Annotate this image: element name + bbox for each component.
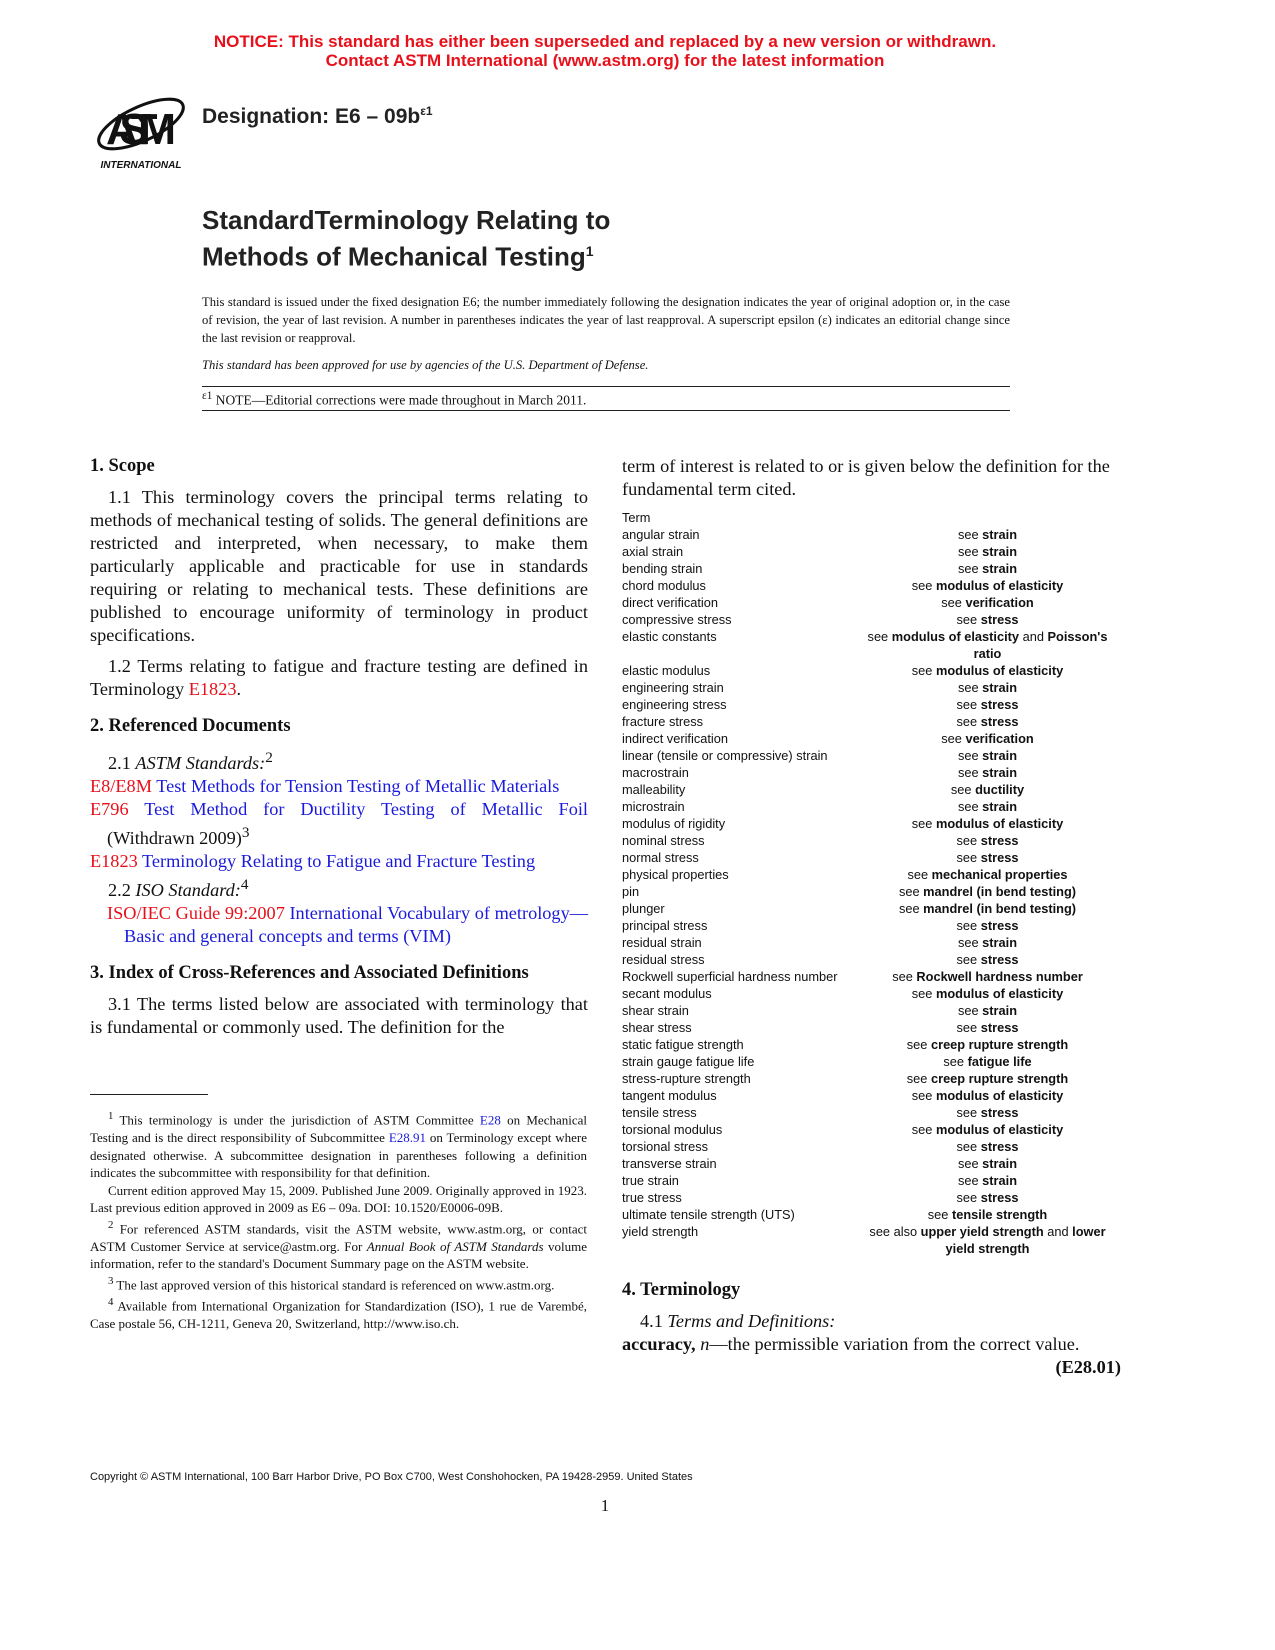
paragraph-1-2: 1.2 Terms relating to fatigue and fracture testing are defined in Terminology E1823. bbox=[90, 656, 588, 699]
withdrawn-notice bbox=[0, 32, 1210, 70]
table-row bbox=[622, 1121, 1121, 1138]
cross-reference: see stress bbox=[956, 1190, 1019, 1205]
left-column bbox=[90, 455, 588, 1047]
subsection-4-1: 4.1 Terms and Definitions: bbox=[640, 1311, 836, 1331]
cross-reference: see stress bbox=[956, 918, 1019, 933]
reference-item[interactable]: E1823 Terminology Relating to Fatigue and Fracture Testing bbox=[90, 851, 536, 872]
cross-reference: see modulus of elasticity bbox=[911, 663, 1064, 678]
table-row bbox=[622, 1206, 1121, 1223]
term: yield strength bbox=[622, 1224, 699, 1239]
table-row bbox=[622, 1155, 1121, 1172]
cross-reference: see Rockwell hardness number bbox=[892, 969, 1083, 984]
term: static fatigue strength bbox=[622, 1037, 744, 1052]
term: ultimate tensile strength (UTS) bbox=[622, 1207, 795, 1222]
term: indirect verification bbox=[622, 731, 728, 746]
cross-reference: see strain bbox=[957, 799, 1018, 814]
table-row bbox=[622, 968, 1121, 985]
table-row bbox=[622, 1053, 1121, 1070]
cross-reference: see strain bbox=[957, 765, 1018, 780]
cross-reference-table bbox=[622, 509, 1121, 1257]
svg-text:INTERNATIONAL: INTERNATIONAL bbox=[100, 160, 182, 171]
cross-reference: see stress bbox=[956, 714, 1019, 729]
table-row bbox=[622, 628, 1121, 662]
term: fracture stress bbox=[622, 714, 704, 729]
term: residual stress bbox=[622, 952, 705, 967]
cross-reference: see also upper yield strength and lower yield strength bbox=[869, 1224, 1106, 1256]
reference-iso-guide-99[interactable]: ISO/IEC Guide 99:2007 International Vocabulary of metrology—Basic and general concepts and terms (VIM) bbox=[107, 903, 588, 947]
term: elastic modulus bbox=[622, 663, 711, 678]
paragraph-3-1-continued: term of interest is related to or is given below the definition for the fundamental term cited. bbox=[622, 456, 1110, 499]
notice-line-2: Contact ASTM International (www.astm.org) for the latest information bbox=[325, 51, 885, 70]
designation: Designation: $E6 - 09b^{\varepsilon 1}$ bbox=[202, 104, 433, 128]
cross-reference: see tensile strength bbox=[927, 1207, 1048, 1222]
table-row bbox=[622, 1138, 1121, 1155]
table-row bbox=[622, 1019, 1121, 1036]
term: pin bbox=[622, 884, 640, 899]
table-row bbox=[622, 985, 1121, 1002]
term: bending strain bbox=[622, 561, 703, 576]
paragraph-1-1: 1.1 This terminology covers the principal terms relating to methods of mechanical testing of solids. The general definitions are restricted and interpreted, when necessary, to make them particularly applicable and practicable for use in standards requiring or relating to mechanical tests. These definitions are published to encourage uniformity of terminology in product specifications. bbox=[90, 487, 588, 645]
table-row bbox=[622, 917, 1121, 934]
link-e28-91[interactable]: E28.91 bbox=[388, 1129, 427, 1145]
term: engineering stress bbox=[622, 697, 727, 712]
table-header: Term bbox=[622, 510, 651, 525]
section-heading-index: 3. Index of Cross-References and Associated Definitions bbox=[90, 963, 529, 984]
footnote-2: $^2$ For referenced ASTM standards, visit the ASTM website, www.astm.org, or contact ASTM Customer Service at service@astm.org. For Annual Book of ASTM Standards volume information, refer to the standard's Document Summary page on the ASTM website. bbox=[90, 1218, 588, 1272]
term: secant modulus bbox=[622, 986, 712, 1001]
cross-reference: see strain bbox=[957, 935, 1018, 950]
table-row bbox=[622, 611, 1121, 628]
cross-reference: see ductility bbox=[950, 782, 1025, 797]
cross-reference: see strain bbox=[957, 544, 1018, 559]
term: compressive stress bbox=[622, 612, 732, 627]
term: residual strain bbox=[622, 935, 702, 950]
table-row bbox=[622, 1104, 1121, 1121]
table-row bbox=[622, 577, 1121, 594]
term: shear stress bbox=[622, 1020, 692, 1035]
cross-reference: see creep rupture strength bbox=[906, 1037, 1069, 1052]
cross-reference: see modulus of elasticity bbox=[911, 1122, 1064, 1137]
table-row bbox=[622, 866, 1121, 883]
footnotes bbox=[90, 1108, 587, 1332]
term: nominal stress bbox=[622, 833, 705, 848]
cross-reference: see strain bbox=[957, 527, 1018, 542]
table-row bbox=[622, 934, 1121, 951]
svg-text:ASTM: ASTM bbox=[106, 105, 176, 154]
cross-reference: see strain bbox=[957, 561, 1018, 576]
table-row bbox=[622, 781, 1121, 798]
table-row bbox=[622, 798, 1121, 815]
table-row bbox=[622, 1087, 1121, 1104]
cross-reference: see modulus of elasticity bbox=[911, 1088, 1064, 1103]
cross-reference: see strain bbox=[957, 1003, 1018, 1018]
term: engineering strain bbox=[622, 680, 724, 695]
term: true stress bbox=[622, 1190, 682, 1205]
cross-reference: see fatigue life bbox=[943, 1054, 1032, 1069]
subsection-2-2: 2.2 ISO Standard:$^4$ bbox=[108, 876, 249, 901]
term: true strain bbox=[622, 1173, 679, 1188]
term: elastic constants bbox=[622, 629, 717, 644]
cross-reference: see stress bbox=[956, 1139, 1019, 1154]
table-row bbox=[622, 1002, 1121, 1019]
footnote-edition: Current edition approved May 15, 2009. Published June 2009. Originally approved in 1923. Last previous edition approved in 2009 as E6 – 09a. DOI: 10.1520/E0006-09B. bbox=[90, 1182, 587, 1216]
cross-reference: see verification bbox=[941, 731, 1034, 746]
table-row bbox=[622, 832, 1121, 849]
term: chord modulus bbox=[622, 578, 706, 593]
term: direct verification bbox=[622, 595, 719, 610]
table-row bbox=[622, 1223, 1121, 1257]
cross-reference: see mandrel (in bend testing) bbox=[898, 901, 1077, 916]
table-row bbox=[622, 526, 1121, 543]
table-row bbox=[622, 1036, 1121, 1053]
footnote-rule bbox=[90, 1094, 208, 1095]
divider bbox=[202, 386, 1010, 387]
table-row bbox=[622, 764, 1121, 781]
table-row bbox=[622, 1189, 1121, 1206]
table-row bbox=[622, 713, 1121, 730]
table-row bbox=[622, 849, 1121, 866]
table-row bbox=[622, 730, 1121, 747]
right-column bbox=[622, 455, 1121, 1379]
cross-reference: see stress bbox=[956, 1020, 1019, 1035]
link-e1823[interactable]: E1823 bbox=[188, 679, 237, 699]
term: strain gauge fatigue life bbox=[622, 1054, 755, 1069]
term: modulus of rigidity bbox=[622, 816, 726, 831]
footnote-4: $^4$ Available from International Organization for Standardization (ISO), 1 rue de Varembé, Case postale 56, CH-1211, Geneva 20, Switzerland, http://www.iso.ch. bbox=[90, 1295, 587, 1331]
definition-accuracy: accuracy, n—the permissible variation from the correct value. bbox=[622, 1334, 1080, 1354]
notice-line-1: NOTICE: This standard has either been superseded and replaced by a new version or withdrawn. bbox=[213, 32, 997, 51]
term: microstrain bbox=[622, 799, 685, 814]
cross-reference: see stress bbox=[956, 1105, 1019, 1120]
astm-logo-icon bbox=[92, 82, 190, 172]
table-row bbox=[622, 900, 1121, 917]
section-heading-terminology: 4. Terminology bbox=[622, 1280, 741, 1300]
dod-approval: This standard has been approved for use by agencies of the U.S. Department of Defense. bbox=[202, 358, 649, 372]
term: shear strain bbox=[622, 1003, 689, 1018]
editorial-note: $^{\varepsilon 1}$ NOTE—Editorial corrections were made throughout in March 2011. bbox=[202, 390, 587, 408]
divider bbox=[202, 410, 1010, 411]
term: torsional stress bbox=[622, 1139, 709, 1154]
term: stress-rupture strength bbox=[622, 1071, 751, 1086]
subcommittee-tag: (E28.01) bbox=[1055, 1357, 1121, 1377]
link-e28[interactable]: E28 bbox=[479, 1112, 501, 1128]
issue-statement: This standard is issued under the fixed designation E6; the number immediately following the designation indicates the year of original adoption or, in the case of revision, the year of last revision. A number in parentheses indicates the year of last reapproval. A superscript epsilon (ε) indicates an editorial change since the last revision or reapproval. bbox=[202, 295, 1010, 345]
cross-reference: see stress bbox=[956, 952, 1019, 967]
table-row bbox=[622, 951, 1121, 968]
table-row bbox=[622, 679, 1121, 696]
cross-reference: see mechanical properties bbox=[907, 867, 1068, 882]
cross-reference: see modulus of elasticity bbox=[911, 816, 1064, 831]
table-row bbox=[622, 1070, 1121, 1087]
document-title: StandardTerminology Relating to Methods of Mechanical Testing$^1$ bbox=[202, 205, 611, 272]
table-row bbox=[622, 1172, 1121, 1189]
footnote-1: $^1$ This terminology is under the jurisdiction of ASTM Committee E28 on Mechanical Testing and is the direct responsibility of Subcommittee E28.91 on Terminology except where designated otherwise. A subcommittee designation in parentheses following a definition indicates the subcommittee with responsibility for that definition. bbox=[90, 1110, 587, 1181]
reference-item[interactable]: E8/E8M Test Methods for Tension Testing of Metallic Materials bbox=[90, 776, 560, 797]
table-row bbox=[622, 815, 1121, 832]
term: transverse strain bbox=[622, 1156, 717, 1171]
term: principal stress bbox=[622, 918, 708, 933]
table-row bbox=[622, 883, 1121, 900]
cross-reference: see modulus of elasticity and Poisson's ratio bbox=[867, 629, 1108, 661]
term: linear (tensile or compressive) strain bbox=[622, 748, 828, 763]
term: normal stress bbox=[622, 850, 699, 865]
term: macrostrain bbox=[622, 765, 689, 780]
reference-item[interactable]: E796 Test Method for Ductility Testing of Metallic Foil (Withdrawn 2009)$^3$ bbox=[90, 799, 588, 849]
cross-reference: see stress bbox=[956, 850, 1019, 865]
term: angular strain bbox=[622, 527, 700, 542]
paragraph-3-1: 3.1 The terms listed below are associated with terminology that is fundamental or commonly used. The definition for the bbox=[90, 994, 588, 1038]
cross-reference: see modulus of elasticity bbox=[911, 578, 1064, 593]
term: axial strain bbox=[622, 544, 684, 559]
table-row bbox=[622, 662, 1121, 679]
cross-reference: see strain bbox=[957, 1156, 1018, 1171]
cross-reference: see modulus of elasticity bbox=[911, 986, 1064, 1001]
table-row bbox=[622, 696, 1121, 713]
page-number: 1 bbox=[600, 1496, 610, 1515]
term: malleability bbox=[622, 782, 686, 797]
table-row bbox=[622, 543, 1121, 560]
table-row bbox=[622, 747, 1121, 764]
section-heading-referenced-documents: 2. Referenced Documents bbox=[90, 716, 291, 736]
cross-reference: see creep rupture strength bbox=[906, 1071, 1069, 1086]
table-row bbox=[622, 594, 1121, 611]
term: Rockwell superficial hardness number bbox=[622, 969, 838, 984]
cross-reference: see stress bbox=[956, 833, 1019, 848]
cross-reference: see strain bbox=[957, 748, 1018, 763]
cross-reference: see strain bbox=[957, 1173, 1018, 1188]
term: torsional modulus bbox=[622, 1122, 723, 1137]
term: physical properties bbox=[622, 867, 729, 882]
subsection-2-1: 2.1 ASTM Standards:$^2$ bbox=[108, 749, 273, 774]
cross-reference: see stress bbox=[956, 697, 1019, 712]
table-row bbox=[622, 560, 1121, 577]
cross-reference: see strain bbox=[957, 680, 1018, 695]
term: plunger bbox=[622, 901, 665, 916]
section-heading-scope: 1. Scope bbox=[90, 456, 155, 476]
term: tensile stress bbox=[622, 1105, 697, 1120]
copyright: Copyright © ASTM International, 100 Barr Harbor Drive, PO Box C700, West Conshohocken, PA 19428-2959. United States bbox=[90, 1471, 693, 1483]
footnote-3: $^3$ The last approved version of this historical standard is referenced on www.astm.org. bbox=[108, 1275, 555, 1293]
term: tangent modulus bbox=[622, 1088, 717, 1103]
cross-reference: see mandrel (in bend testing) bbox=[898, 884, 1077, 899]
cross-reference: see stress bbox=[956, 612, 1019, 627]
cross-reference: see verification bbox=[941, 595, 1034, 610]
